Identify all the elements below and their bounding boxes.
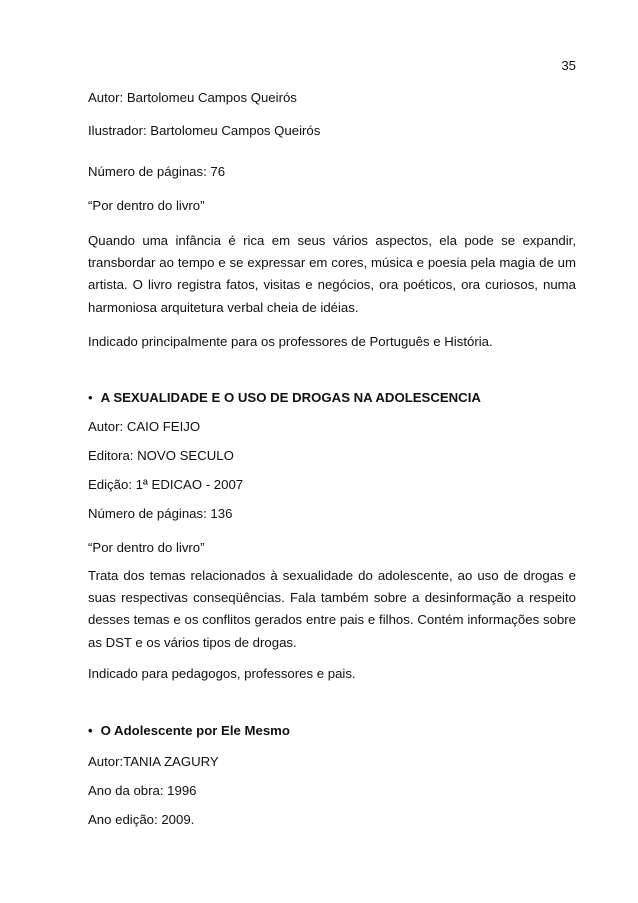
book1-recommended: Indicado principalmente para os professores de Português e História. bbox=[88, 334, 493, 349]
book3-heading bbox=[88, 721, 576, 741]
book2-summary: Trata dos temas relacionados à sexualidade do adolescente, ao uso de drogas e suas respectivas conseqüências. Fala também sobre a desinformação a respeito desses temas e os conflitos gerados entre pais e filhos. Contém informações sobre as DST e os vários tipos de drogas. bbox=[88, 568, 576, 650]
book2-inside-label: “Por dentro do livro” bbox=[88, 540, 205, 555]
book2-pages: Número de páginas: 136 bbox=[88, 506, 233, 521]
book2-publisher: Editora: NOVO SECULO bbox=[88, 448, 234, 463]
book3-author: Autor:TANIA ZAGURY bbox=[88, 754, 219, 769]
book1-illustrator: Ilustrador: Bartolomeu Campos Queirós bbox=[88, 123, 321, 138]
book2-heading bbox=[88, 388, 576, 408]
book2-title: A SEXUALIDADE E O USO DE DROGAS NA ADOLESCENCIA bbox=[100, 390, 481, 405]
bullet-icon: • bbox=[88, 723, 93, 738]
book1-summary: Quando uma infância é rica em seus vários aspectos, ela pode se expandir, transbordar ao tempo e se expressar em cores, música e poesia pela magia de um artista. O livro registra fatos, visitas e negócios, ora poéticos, ora curiosos, numa harmoniosa arquitetura verbal cheia de idéias. bbox=[88, 233, 576, 315]
book2-edition: Edição: 1ª EDICAO - 2007 bbox=[88, 477, 244, 492]
book3-title: O Adolescente por Ele Mesmo bbox=[100, 723, 290, 738]
book1-author: Autor: Bartolomeu Campos Queirós bbox=[88, 90, 297, 105]
book1-pages: Número de páginas: 76 bbox=[88, 164, 226, 179]
bullet-icon: • bbox=[88, 390, 93, 405]
book2-author: Autor: CAIO FEIJO bbox=[88, 419, 201, 434]
page-number: 35 bbox=[561, 58, 576, 73]
book1-inside-label: “Por dentro do livro” bbox=[88, 198, 205, 213]
book2-recommended: Indicado para pedagogos, professores e pais. bbox=[88, 666, 356, 681]
book3-edition: Ano edição: 2009. bbox=[88, 812, 195, 827]
book3-year: Ano da obra: 1996 bbox=[88, 783, 197, 798]
